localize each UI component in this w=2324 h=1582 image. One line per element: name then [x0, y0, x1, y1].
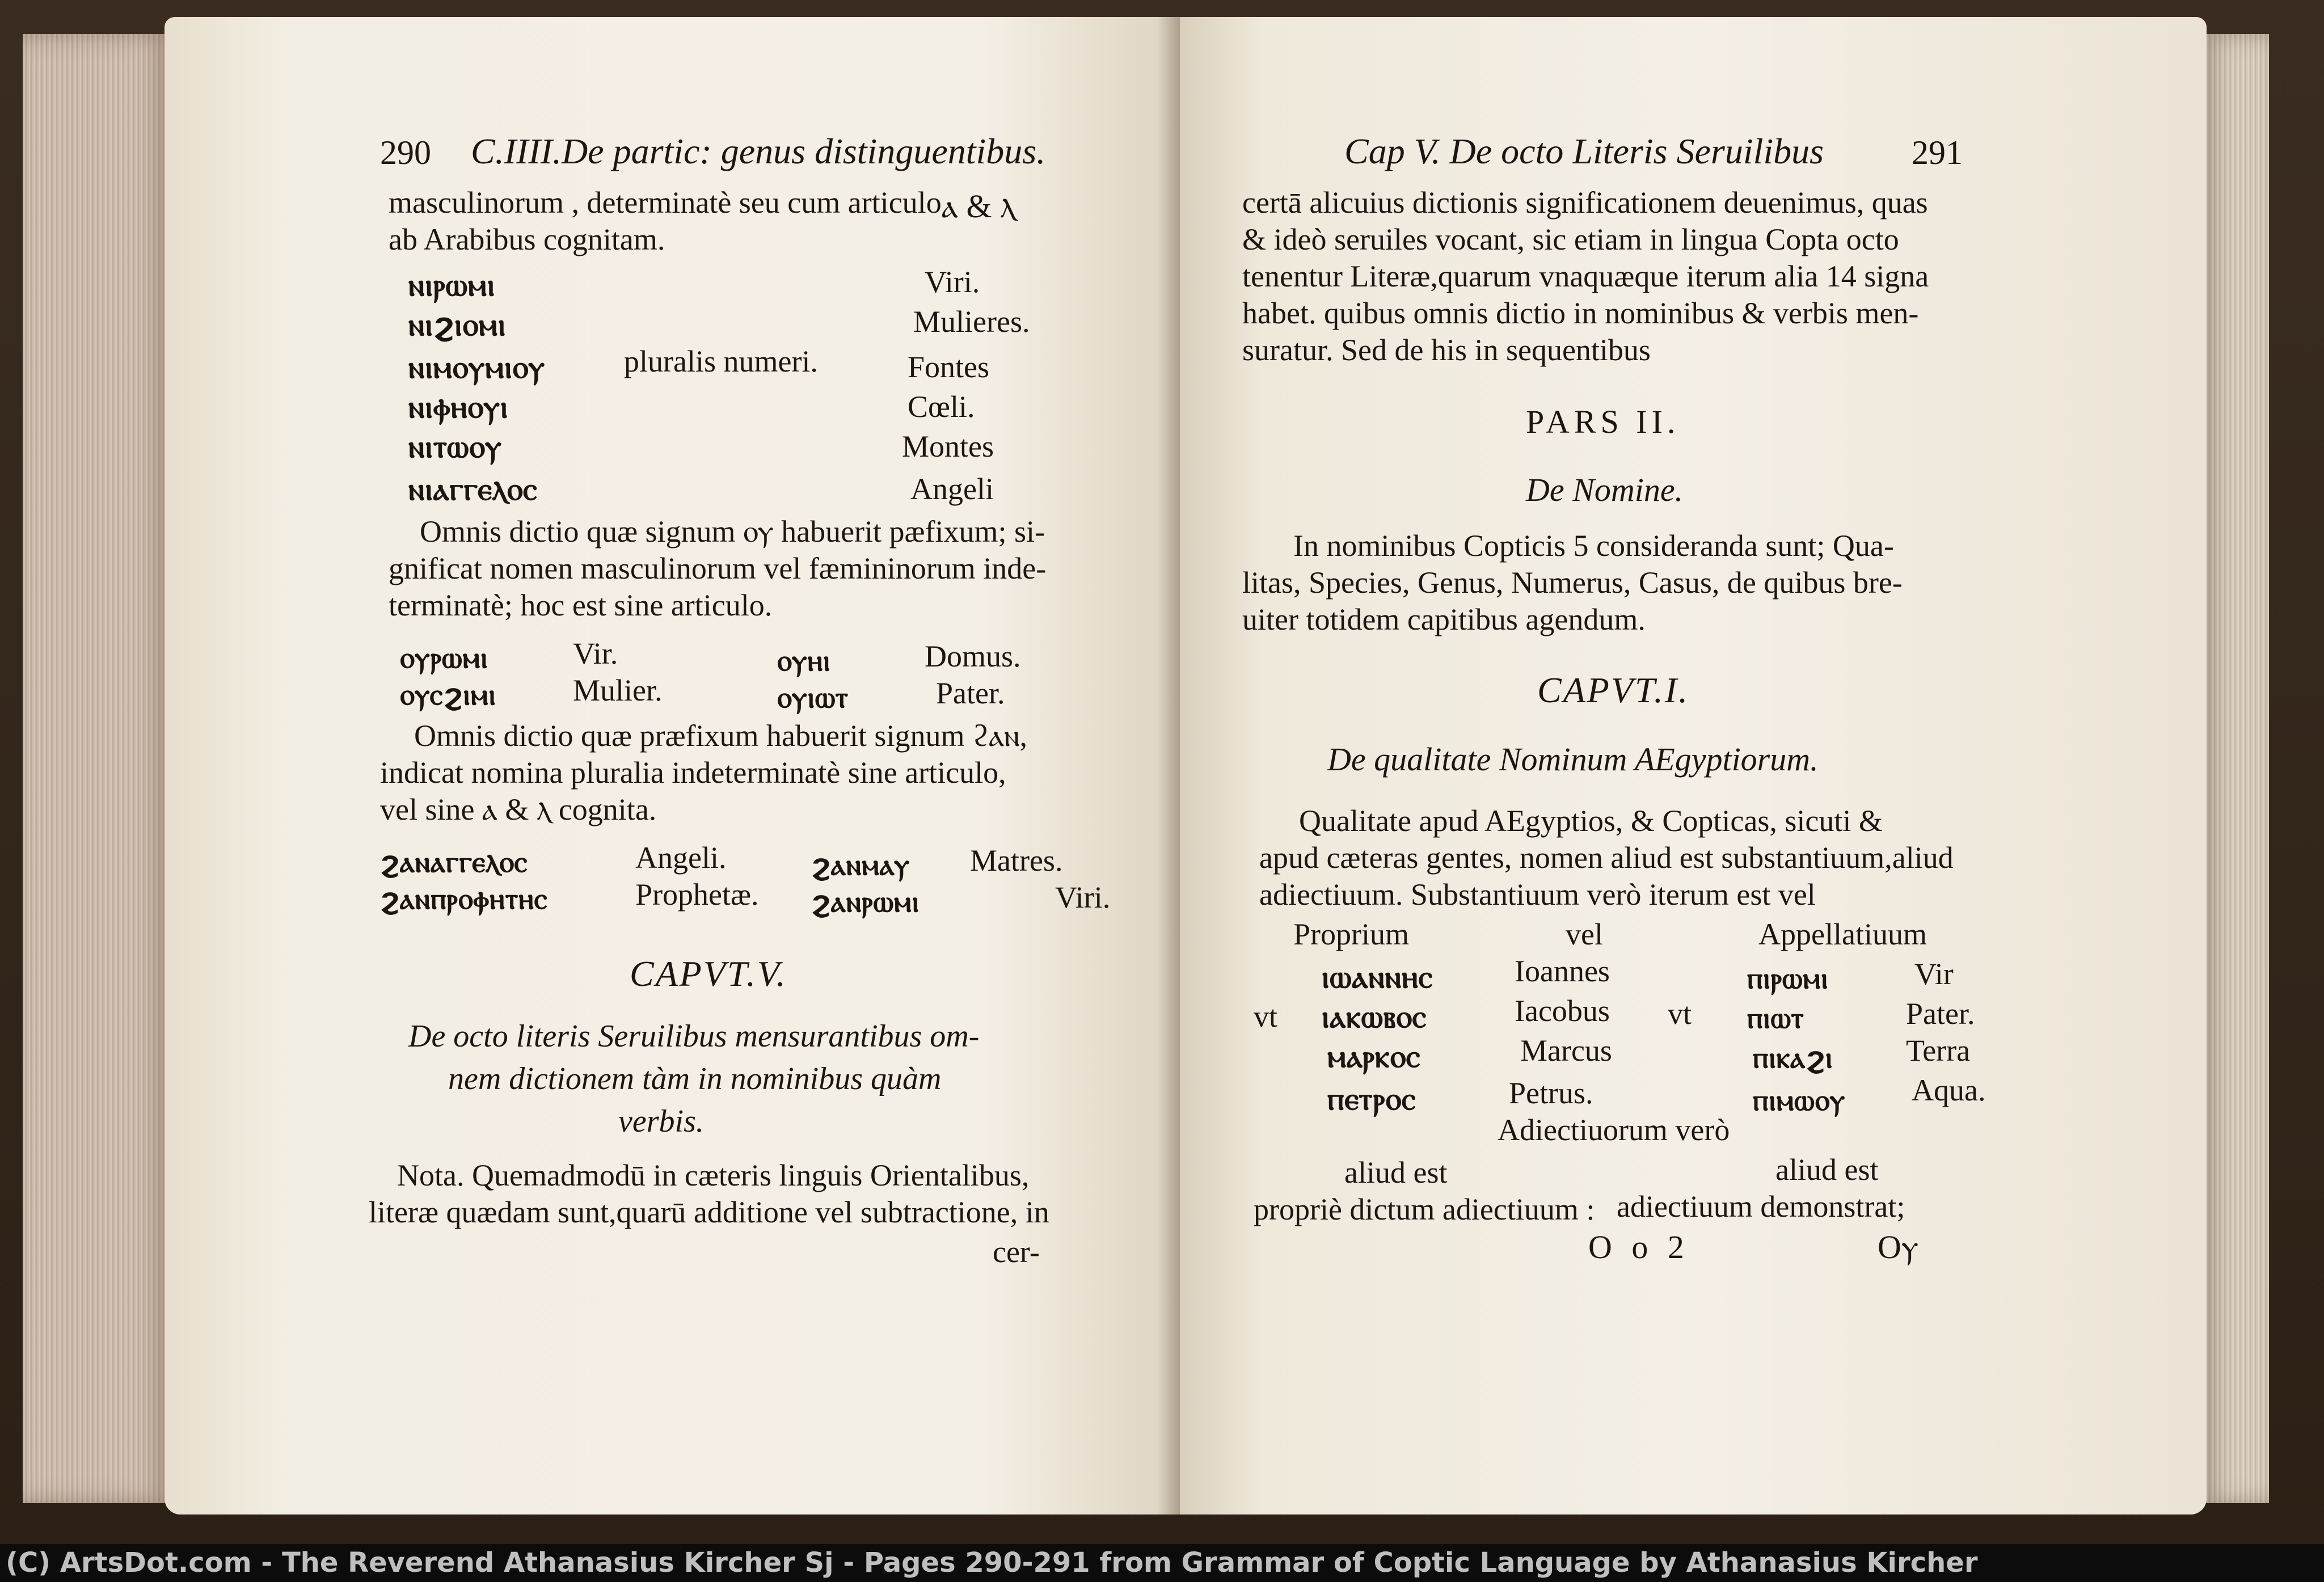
image-caption: (C) ArtsDot.com - The Reverend Athanasius Kircher Sj - Pages 290-291 from Grammar of Coptic Language by Athanasius Kircher: [0, 1544, 2324, 1582]
left-caput-subtitle: De octo literis Seruilibus mensurantibus om-: [408, 1019, 980, 1054]
coptic-word: ⲟⲩⲓⲱⲧ: [777, 681, 849, 715]
table-head-vel: vel: [1566, 917, 1603, 951]
latin-gloss: Iacobus: [1515, 994, 1610, 1028]
table-head-appellatiuum: Appellatiuum: [1758, 917, 1927, 951]
left-page-edges: [23, 34, 170, 1503]
latin-gloss: Mulier.: [573, 673, 663, 707]
left-caput-title: CAPVT.V.: [630, 954, 787, 994]
left-catchword: cer-: [993, 1235, 1040, 1269]
coptic-word: ⲡⲉⲧⲣⲟⲥ: [1327, 1081, 1416, 1117]
coptic-word: ϩⲁⲛⲡⲣⲟⲫⲏⲧⲏⲥ: [380, 882, 548, 916]
left-nota-line: literæ quædam sunt,quarū additione vel subtractione, in: [369, 1195, 1049, 1229]
left-caput-subtitle: verbis.: [618, 1104, 704, 1139]
right-para2-line: adiectiuum. Substantiuum verò iterum est vel: [1259, 878, 1816, 912]
right-intro-line: & ideò seruiles vocant, sic etiam in lingua Copta octo: [1242, 222, 1899, 256]
pars-heading: PARS II.: [1526, 403, 1680, 440]
latin-gloss: Domus.: [925, 639, 1021, 673]
coptic-word: ⲛⲓⲙⲟⲩⲙⲓⲟⲩ: [408, 349, 546, 386]
right-catchword: Oⲩ: [1878, 1229, 1918, 1265]
coptic-word: ⲡⲓⲱⲧ: [1747, 1001, 1804, 1035]
right-running-head: Cap V. De octo Literis Seruilibus: [1344, 131, 1824, 171]
right-page-edges: [2201, 34, 2269, 1503]
coptic-word: ϩⲁⲛⲙⲁⲩ: [811, 848, 910, 882]
latin-gloss: Matres.: [970, 843, 1063, 878]
latin-gloss: Angeli: [910, 472, 994, 506]
right-para1-line: uiter totidem capitibus agendum.: [1242, 602, 1646, 636]
latin-gloss: Angeli.: [635, 841, 727, 875]
right-para2-line: apud cæteras gentes, nomen aliud est substantiuum,aliud: [1259, 841, 1954, 875]
latin-gloss: Petrus.: [1509, 1076, 1593, 1110]
right-caput-title: CAPVT.I.: [1537, 670, 1690, 710]
coptic-word: ⲟⲩⲥϩⲓⲙⲓ: [400, 678, 496, 712]
latin-gloss: Pater.: [936, 676, 1005, 710]
coptic-word: ⲛⲓⲫⲏⲟⲩⲓ: [408, 389, 509, 425]
right-para2-line: Qualitate apud AEgyptios, & Copticas, sicuti &: [1299, 804, 1883, 838]
coptic-word: ⲛⲓϩⲓⲟⲙⲓ: [408, 306, 507, 343]
plural-note: pluralis numeri.: [624, 344, 818, 378]
latin-gloss: Marcus: [1520, 1033, 1612, 1068]
latin-gloss: Vir: [1914, 957, 1954, 991]
coptic-word: ϩⲁⲛⲁⲅⲅⲉⲗⲟⲥ: [380, 845, 528, 879]
coptic-word: ⲛⲓⲧⲱⲟⲩ: [408, 428, 502, 465]
coptic-word: ϩⲁⲛⲣⲱⲙⲓ: [811, 885, 920, 919]
right-intro-line: habet. quibus omnis dictio in nominibus & verbis men-: [1242, 296, 1919, 330]
coptic-word: ⲟⲩⲣⲱⲙⲓ: [400, 641, 488, 675]
demonstrat-line: adiectiuum demonstrat;: [1617, 1189, 1905, 1224]
latin-gloss: Fontes: [908, 350, 990, 384]
right-intro-line: suratur. Sed de his in sequentibus: [1242, 333, 1651, 367]
latin-gloss: Viri.: [1055, 880, 1111, 914]
aliud-est-right: aliud est: [1775, 1153, 1879, 1187]
coptic-word: ⲛⲓⲁⲅⲅⲉⲗⲟⲥ: [408, 471, 538, 508]
right-intro-line: tenentur Literæ,quarum vnaquæque iterum alia 14 signa: [1242, 259, 1929, 293]
left-nota-line: Nota. Quemadmodū in cæteris linguis Orientalibus,: [397, 1158, 1030, 1192]
vt-label: vt: [1254, 999, 1278, 1033]
right-intro-line: certā alicuius dictionis significationem deuenimus, quas: [1242, 185, 1928, 220]
latin-gloss: Mulieres.: [913, 305, 1030, 339]
coptic-word: ⲓⲱⲁⲛⲛⲏⲥ: [1322, 959, 1433, 995]
latin-gloss: Pater.: [1906, 997, 1975, 1031]
latin-gloss: Cœli.: [908, 390, 975, 424]
signature-mark: O o 2: [1588, 1229, 1690, 1265]
latin-gloss: Viri.: [925, 265, 980, 299]
coptic-word: ⲟⲩⲏⲓ: [777, 644, 831, 678]
right-caput-subtitle: De qualitate Nominum AEgyptiorum.: [1327, 741, 1819, 778]
left-running-head: C.IIII.De partic: genus distinguentibus.: [471, 131, 1046, 171]
latin-gloss: Vir.: [573, 636, 618, 670]
latin-gloss: Terra: [1906, 1033, 1971, 1068]
table-head-proprium: Proprium: [1293, 917, 1410, 951]
coptic-word: ⲡⲓⲣⲱⲙⲓ: [1747, 961, 1829, 995]
left-para2-line: Omnis dictio quæ præfixum habuerit signum ϩⲁⲛ,: [414, 719, 1028, 753]
adiectiuorum-line: Adiectiuorum verò: [1498, 1113, 1730, 1147]
coptic-word: ⲡⲓⲙⲱⲟⲩ: [1753, 1083, 1846, 1117]
left-page: [165, 17, 1186, 1514]
coptic-word: ⲙⲁⲣⲕⲟⲥ: [1327, 1038, 1421, 1075]
right-page: [1180, 17, 2207, 1514]
coptic-word: ⲡⲓⲕⲁϩⲓ: [1753, 1041, 1833, 1075]
latin-gloss: Prophetæ.: [635, 878, 759, 912]
left-caput-subtitle: nem dictionem tàm in nominibus quàm: [448, 1061, 942, 1096]
proprie-line: propriè dictum adiectiuum :: [1254, 1192, 1595, 1226]
left-intro-line: ab Arabibus cognitam.: [389, 222, 665, 256]
latin-gloss: Montes: [902, 429, 994, 463]
de-nomine-heading: De Nomine.: [1526, 471, 1684, 508]
coptic-word: ⲛⲓⲣⲱⲙⲓ: [408, 267, 496, 303]
latin-gloss: Aqua.: [1912, 1073, 1986, 1107]
right-para1-line: In nominibus Copticis 5 consideranda sunt; Qua-: [1293, 529, 1894, 563]
vt-label: vt: [1668, 997, 1692, 1031]
left-para1-line: gnificat nomen masculinorum vel fæmininorum inde-: [389, 551, 1047, 585]
latin-gloss: Ioannes: [1515, 954, 1610, 988]
left-para1-line: terminatè; hoc est sine articulo.: [389, 588, 773, 622]
left-page-number: 290: [380, 134, 431, 171]
left-para2-line: indicat nomina pluralia indeterminatè sine articulo,: [380, 756, 1006, 790]
left-intro-line: masculinorum , determinatè seu cum articulo: [389, 185, 942, 220]
aliud-est-left: aliud est: [1344, 1155, 1448, 1189]
left-intro-glyphs: ⲁ & ⲗ: [942, 188, 1016, 225]
right-page-number: 291: [1912, 134, 1963, 171]
left-para1-line: Omnis dictio quæ signum ⲟⲩ habuerit pæfixum; si-: [420, 514, 1045, 549]
coptic-word: ⲓⲁⲕⲱⲃⲟⲥ: [1322, 998, 1427, 1035]
left-para2-line: vel sine ⲁ & ⲗ cognita.: [380, 792, 657, 826]
right-para1-line: litas, Species, Genus, Numerus, Casus, de quibus bre-: [1242, 566, 1903, 600]
